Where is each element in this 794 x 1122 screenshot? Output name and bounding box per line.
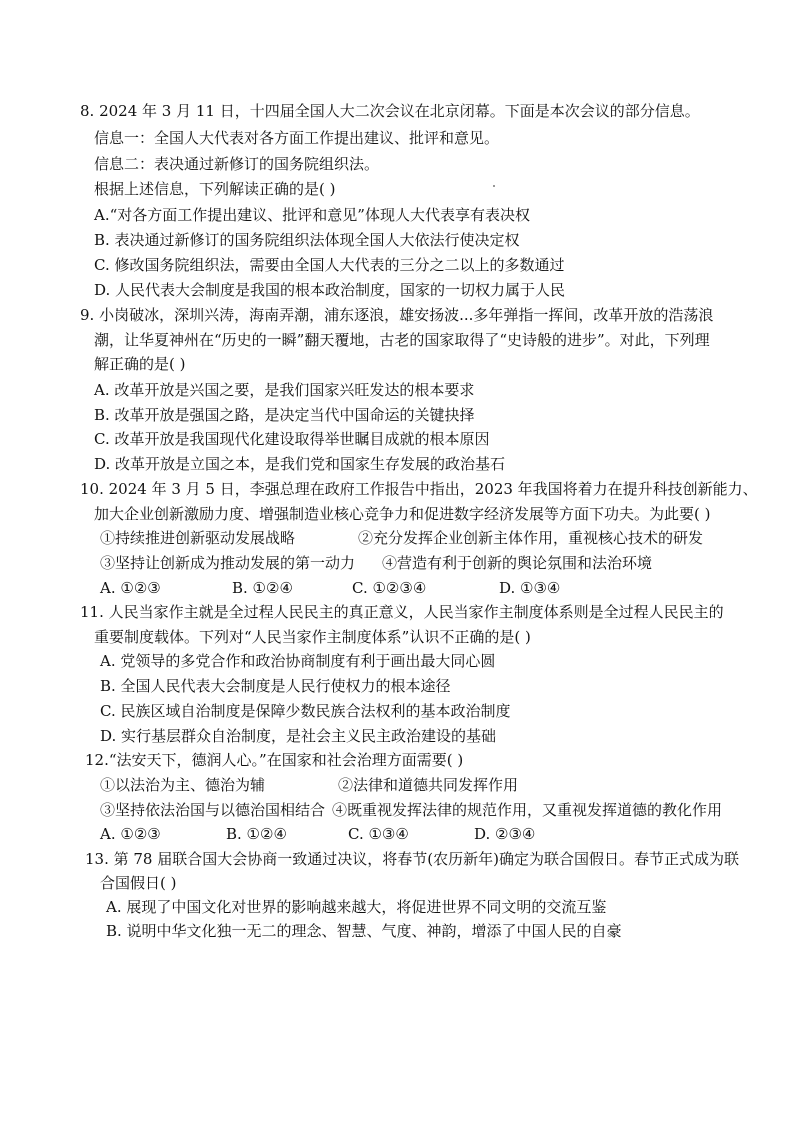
q12-option-d: D. ②③④ xyxy=(474,825,536,843)
q11-option-d: D. 实行基层群众自治制度，是社会主义民主政治建设的基础 xyxy=(100,727,497,745)
q9-option-b: B. 改革开放是强国之路，是决定当代中国命运的关键抉择 xyxy=(94,406,475,424)
q10-item-3: ③坚持让创新成为推动发展的第一动力 xyxy=(100,554,356,572)
q8-option-c: C. 修改国务院组织法，需要由全国人大代表的三分之二以上的多数通过 xyxy=(94,256,565,274)
q10-item-1: ①持续推进创新驱动发展战略 xyxy=(100,529,296,547)
q9-stem-line-2: 潮，让华夏神州在“历史的一瞬”翻天覆地，古老的国家取得了“史诗般的进步”。对此，下列理 xyxy=(94,331,710,349)
q13-stem-line-1: 13. 第 78 届联合国大会协商一致通过决议，将春节(农历新年)确定为联合国假日。春节正式成为联 xyxy=(85,850,739,868)
q12-stem: 12.“法安天下，德润人心。”在国家和社会治理方面需要( ) xyxy=(85,751,464,769)
q10-option-b: B. ①②④ xyxy=(232,579,293,597)
q9-option-c: C. 改革开放是我国现代化建设取得举世瞩目成就的根本原因 xyxy=(94,430,490,448)
q12-item-1: ①以法治为主、德治为辅 xyxy=(100,776,266,794)
q12-item-2: ②法律和道德共同发挥作用 xyxy=(338,776,519,794)
q10-option-c: C. ①②③④ xyxy=(352,579,427,597)
q8-question: 根据上述信息，下列解读正确的是( ) xyxy=(94,180,336,198)
q8-info-2: 信息二：表决通过新修订的国务院组织法。 xyxy=(94,155,380,173)
q8-option-d: D. 人民代表大会制度是我国的根本政治制度，国家的一切权力属于人民 xyxy=(94,281,566,299)
q12-options xyxy=(100,824,700,844)
q8-option-a: A.“对各方面工作提出建议、批评和意见”体现人大代表享有表决权 xyxy=(94,206,530,224)
q10-option-d: D. ①③④ xyxy=(499,579,561,597)
q10-option-a: A. ①②③ xyxy=(100,579,161,597)
q11-option-b: B. 全国人民代表大会制度是人民行使权力的根本途径 xyxy=(100,677,451,695)
q9-option-d: D. 改革开放是立国之本，是我们党和国家生存发展的政治基石 xyxy=(94,455,506,473)
q12-option-c: C. ①③④ xyxy=(348,825,409,843)
q10-stem-line-2: 加大企业创新激励力度、增强制造业核心竞争力和促进数字经济发展等方面下功夫。为此要( ) xyxy=(94,505,711,523)
q9-stem-line-3: 解正确的是( ) xyxy=(94,355,186,373)
q10-stem-line-1: 10. 2024 年 3 月 5 日，李强总理在政府工作报告中指出，2023 年我国将着力在提升科技创新能力、 xyxy=(80,480,758,498)
q12-option-a: A. ①②③ xyxy=(100,825,161,843)
q8-info-1: 信息一：全国人大代表对各方面工作提出建议、批评和意见。 xyxy=(94,129,500,147)
q12-item-3: ③坚持依法治国与以德治国相结合 xyxy=(100,801,326,819)
q11-option-a: A. 党领导的多党合作和政治协商制度有利于画出最大同心圆 xyxy=(100,652,496,670)
q11-stem-line-1: 11. 人民当家作主就是全过程人民民主的真正意义，人民当家作主制度体系则是全过程人民民主的 xyxy=(80,603,724,621)
q13-option-a: A. 展现了中国文化对世界的影响越来越大，将促进世界不同文明的交流互鉴 xyxy=(106,898,607,916)
q12-option-b: B. ①②④ xyxy=(226,825,287,843)
q11-stem-line-2: 重要制度载体。下列对“人民当家作主制度体系”认识不正确的是( ) xyxy=(94,628,531,646)
q8-option-b: B. 表决通过新修订的国务院组织法体现全国人大依法行使决定权 xyxy=(94,231,520,249)
q13-stem-line-2: 合国假日( ) xyxy=(100,874,177,892)
q10-item-4: ④营造有利于创新的舆论氛围和法治环境 xyxy=(382,554,653,572)
q11-option-c: C. 民族区域自治制度是保障少数民族合法权利的基本政治制度 xyxy=(100,702,511,720)
q10-item-2: ②充分发挥企业创新主体作用，重视核心技术的研发 xyxy=(358,529,704,547)
q13-option-b: B. 说明中华文化独一无二的理念、智慧、气度、神韵，增添了中国人民的自豪 xyxy=(106,922,622,940)
q9-stem-line-1: 9. 小岗破冰，深圳兴涛，海南弄潮，浦东逐浪，雄安扬波...多年弹指一挥间，改革开放的浩荡浪 xyxy=(80,306,714,324)
q10-options xyxy=(100,578,700,598)
q9-option-a: A. 改革开放是兴国之要，是我们国家兴旺发达的根本要求 xyxy=(94,381,475,399)
q8-stem: 8. 2024 年 3 月 11 日，十四届全国人大二次会议在北京闭幕。下面是本次会议的部分信息。 xyxy=(80,102,700,120)
q12-item-4: ④既重视发挥法律的规范作用，又重视发挥道德的教化作用 xyxy=(332,801,723,819)
scan-speck xyxy=(493,185,495,187)
